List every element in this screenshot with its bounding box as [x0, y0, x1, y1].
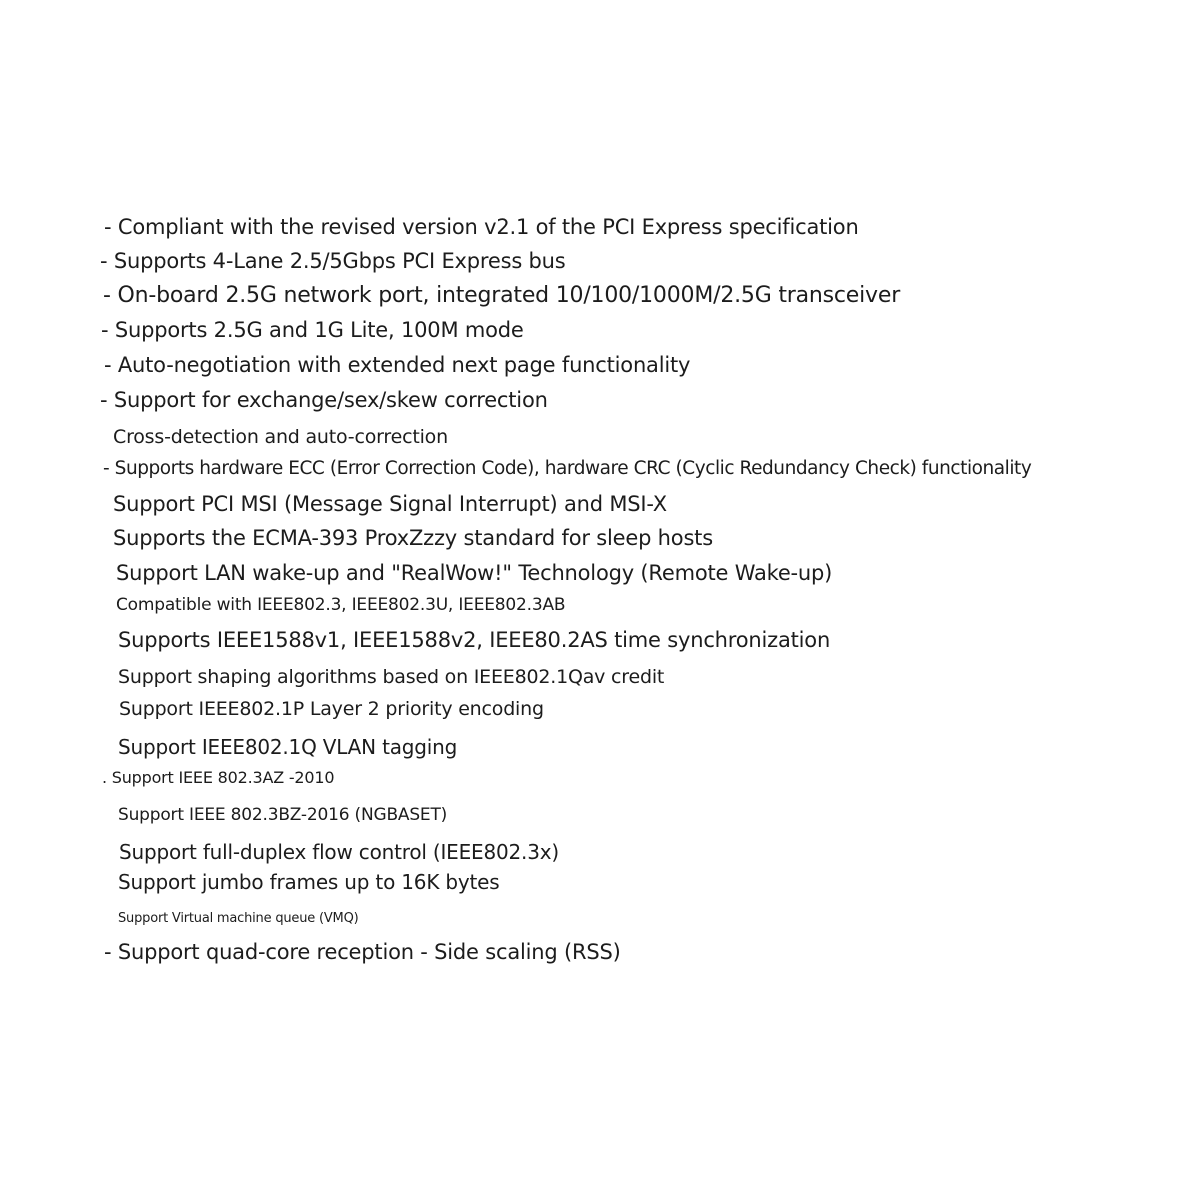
feature-line: Support PCI MSI (Message Signal Interrupt) and MSI-X	[113, 492, 667, 516]
feature-line: - Supports 4-Lane 2.5/5Gbps PCI Express bus	[100, 249, 566, 273]
feature-line: Support Virtual machine queue (VMQ)	[118, 911, 359, 926]
feature-line: Support LAN wake-up and "RealWow!" Technology (Remote Wake-up)	[116, 561, 833, 585]
feature-line: Compatible with IEEE802.3, IEEE802.3U, IEEE802.3AB	[116, 595, 566, 615]
feature-line: - On-board 2.5G network port, integrated 10/100/1000M/2.5G transceiver	[103, 283, 901, 308]
feature-line: Support IEEE802.1P Layer 2 priority encoding	[119, 698, 544, 720]
feature-line: Support shaping algorithms based on IEEE802.1Qav credit	[118, 666, 665, 688]
feature-line: . Support IEEE 802.3AZ -2010	[102, 768, 335, 787]
feature-line: - Supports 2.5G and 1G Lite, 100M mode	[101, 318, 524, 342]
feature-line: Supports the ECMA-393 ProxZzzy standard for sleep hosts	[113, 526, 713, 550]
feature-line: - Compliant with the revised version v2.1 of the PCI Express specification	[104, 215, 859, 239]
feature-line: - Supports hardware ECC (Error Correction Code), hardware CRC (Cyclic Redundancy Check) functionality	[103, 458, 1032, 479]
feature-line: Support jumbo frames up to 16K bytes	[118, 870, 500, 894]
feature-line: - Support quad-core reception - Side scaling (RSS)	[104, 940, 621, 964]
feature-line: - Support for exchange/sex/skew correction	[100, 388, 548, 412]
feature-line: Support IEEE802.1Q VLAN tagging	[118, 735, 458, 759]
feature-line: Cross-detection and auto-correction	[113, 426, 448, 448]
feature-line: Supports IEEE1588v1, IEEE1588v2, IEEE80.2AS time synchronization	[118, 628, 831, 652]
feature-line: Support full-duplex flow control (IEEE802.3x)	[119, 840, 559, 864]
feature-line: Support IEEE 802.3BZ-2016 (NGBASET)	[118, 805, 448, 825]
feature-line: - Auto-negotiation with extended next page functionality	[104, 353, 691, 377]
